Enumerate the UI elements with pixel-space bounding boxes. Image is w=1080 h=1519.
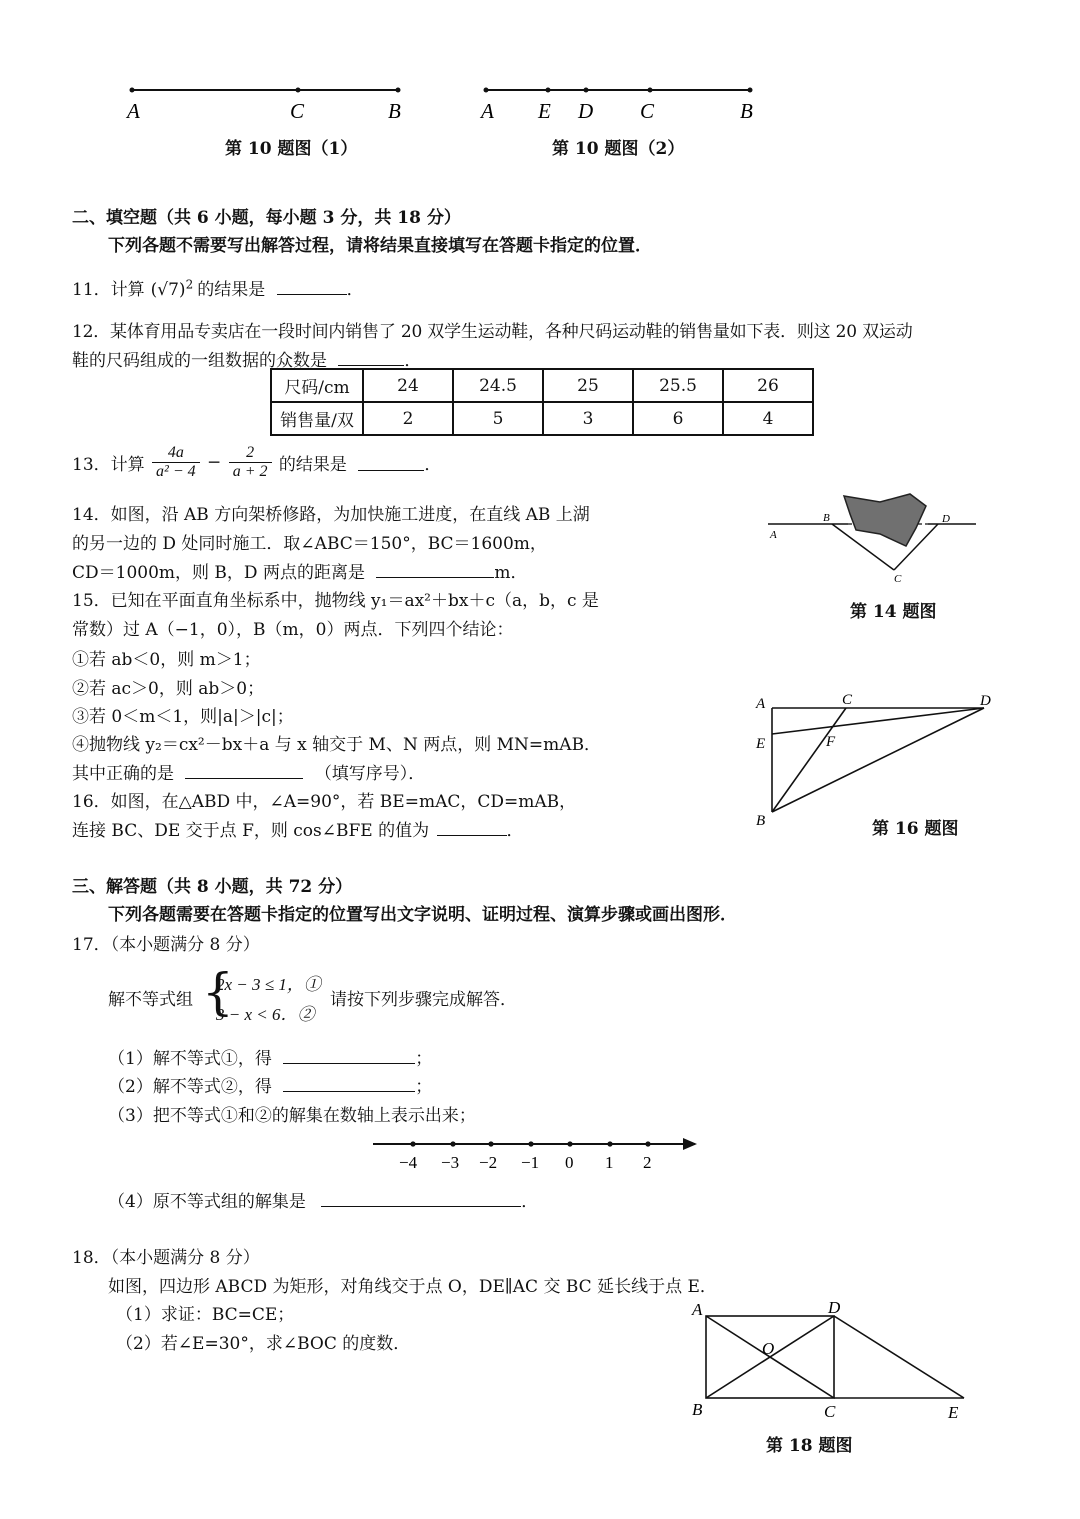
figure-16-caption: 第 16 题图 xyxy=(872,819,959,839)
lake-shape xyxy=(844,494,926,546)
q13-suffix: 的结果是 xyxy=(278,455,347,475)
table-cell: 2 xyxy=(363,402,453,435)
q17-tail: 请按下列步骤完成解答． xyxy=(330,990,517,1010)
q17-inequality-1: 2x − 3 ≤ 1，① xyxy=(216,975,321,994)
question-13 xyxy=(72,444,441,481)
table-row xyxy=(271,369,813,402)
q14-line3-text: CD＝1000m，则 B，D 两点的距离是 xyxy=(72,563,365,583)
q17-step1-text: （1）解不等式①，得 xyxy=(108,1049,272,1069)
q11-end: ． xyxy=(346,280,364,300)
q15-conclusion-4: ④抛物线 y₂＝cx²－bx＋a 与 x 轴交于 M、N 两点，则 MN=mAB． xyxy=(72,735,602,755)
point-label: D xyxy=(828,1298,841,1317)
figure-18 xyxy=(688,1296,978,1424)
q13-den2: a + 2 xyxy=(232,463,268,480)
q13-minus: − xyxy=(207,452,222,473)
figure-14-caption: 第 14 题图 xyxy=(850,602,937,622)
figure-10-2-caption: 第 10 题图（2） xyxy=(552,139,685,159)
q15-conclusion-2: ②若 ac＞0，则 ab＞0； xyxy=(72,679,265,699)
q17-step2 xyxy=(108,1072,432,1097)
q12-answer-blank[interactable] xyxy=(338,349,404,366)
figure-18-caption: 第 18 题图 xyxy=(766,1436,853,1456)
q13-fraction-2 xyxy=(229,444,272,481)
point-label: C xyxy=(640,99,655,123)
tick-label: −4 xyxy=(399,1153,418,1172)
q12-line1: 12．某体育用品专卖店在一段时间内销售了 20 双学生运动鞋，各种尺码运动鞋的销售量如下表．则这 20 双运动 xyxy=(72,322,913,342)
point-label: E xyxy=(756,736,766,752)
figure-16 xyxy=(748,688,998,828)
q17-step2-text: （2）解不等式②，得 xyxy=(108,1077,272,1097)
q14-line3 xyxy=(72,558,527,583)
point-label: B xyxy=(388,99,401,123)
q16-answer-blank[interactable] xyxy=(437,819,507,836)
point-label: D xyxy=(980,693,991,709)
table-cell: 5 xyxy=(453,402,543,435)
q16-line2-text: 连接 BC、DE 交于点 F，则 cos∠BFE 的值为 xyxy=(72,821,430,841)
point-label: A xyxy=(770,529,777,541)
section2-heading: 二、填空题（共 6 小题，每小题 3 分，共 18 分） xyxy=(72,208,461,228)
q18-title: 18．（本小题满分 8 分） xyxy=(72,1248,260,1268)
table-cell: 6 xyxy=(633,402,723,435)
q13-num2: 2 xyxy=(229,444,272,463)
point-label: C xyxy=(842,692,853,708)
q15-answer-blank[interactable] xyxy=(185,762,303,779)
q13-den1: a² − 4 xyxy=(156,463,196,480)
tick-label: 2 xyxy=(643,1153,652,1172)
q14-unit: m． xyxy=(494,563,528,583)
q16-line2 xyxy=(72,816,524,841)
q13-end: ． xyxy=(424,455,442,475)
point-label: E xyxy=(538,99,551,123)
table-cell: 24 xyxy=(363,369,453,402)
table-header-cell: 尺码/cm xyxy=(271,369,363,402)
number-line-arrow-icon xyxy=(683,1138,697,1150)
q17-inequality-2: 3 − x < 6．② xyxy=(216,1005,315,1024)
section3-instruction: 下列各题需要在答题卡指定的位置写出文字说明、证明过程、演算步骤或画出图形． xyxy=(108,905,737,925)
q12-line2-text: 鞋的尺码组成的一组数据的众数是 xyxy=(72,351,327,371)
tick-label: 1 xyxy=(605,1153,614,1172)
section2-instruction: 下列各题不需要写出解答过程，请将结果直接填写在答题卡指定的位置． xyxy=(108,236,652,256)
point-label: C xyxy=(290,99,305,123)
point-label: A xyxy=(692,1300,703,1319)
q13-num1: 4a xyxy=(152,444,200,463)
point-label: C xyxy=(894,573,902,585)
q15-conclusion-3: ③若 0＜m＜1，则|a|＞|c|； xyxy=(72,707,294,727)
q11-suffix: 的结果是 xyxy=(197,280,266,300)
table-cell: 25 xyxy=(543,369,633,402)
q13-answer-blank[interactable] xyxy=(358,454,424,471)
q13-prefix: 13．计算 xyxy=(72,455,145,475)
q17-title: 17．（本小题满分 8 分） xyxy=(72,935,260,955)
q12-end: ． xyxy=(404,351,422,371)
q13-fraction-1 xyxy=(152,444,200,481)
q17-step1 xyxy=(108,1044,432,1069)
q15-line2: 常数）过 A（−1，0），B（m，0）两点．下列四个结论： xyxy=(72,620,514,640)
number-line[interactable] xyxy=(365,1132,705,1176)
tick-label: −2 xyxy=(479,1153,498,1172)
table-cell: 24.5 xyxy=(453,369,543,402)
tick-label: −3 xyxy=(441,1153,460,1172)
point-label: A xyxy=(127,99,140,123)
q16-line1: 16．如图，在△ABD 中，∠A=90°，若 BE=mAC，CD=mAB， xyxy=(72,792,577,812)
point-label: D xyxy=(578,99,594,123)
q16-end: ． xyxy=(506,821,524,841)
q11-exp: 2 xyxy=(185,277,194,292)
q11-prefix: 11．计算 xyxy=(72,280,145,300)
q15-conclusion-1: ①若 ab＜0，则 m＞1； xyxy=(72,650,261,670)
figure-10-2 xyxy=(470,80,770,126)
q14-line2: 的另一边的 D 处同时施工．取∠ABC＝150°，BC＝1600m， xyxy=(72,534,547,554)
q17-step4-blank[interactable] xyxy=(321,1190,521,1207)
q17-step4 xyxy=(108,1187,538,1212)
figure-10-1 xyxy=(120,80,420,126)
point-label: A xyxy=(481,99,494,123)
figure-14 xyxy=(760,486,990,586)
point-label: E xyxy=(948,1403,959,1422)
q17-step2-blank[interactable] xyxy=(283,1075,415,1092)
q15-ask-text: 其中正确的是 xyxy=(72,764,174,784)
table-row xyxy=(271,402,813,435)
q15-line1: 15．已知在平面直角坐标系中，抛物线 y₁＝ax²＋bx＋c（a，b，c 是 xyxy=(72,591,599,611)
q15-ask-end: （填写序号）． xyxy=(314,764,426,784)
section3-heading: 三、解答题（共 8 小题，共 72 分） xyxy=(72,877,353,897)
q11-expr: (√7) xyxy=(150,280,186,300)
q17-step4-text: （4）原不等式组的解集是 xyxy=(108,1192,306,1212)
point-label: C xyxy=(824,1402,836,1421)
q14-answer-blank[interactable] xyxy=(376,561,494,578)
q18-part1: （1）求证：BC=CE； xyxy=(116,1305,295,1325)
q17-intro: 解不等式组 xyxy=(108,990,193,1010)
table-cell: 25.5 xyxy=(633,369,723,402)
point-label: B xyxy=(823,512,830,524)
figure-10-1-caption: 第 10 题图（1） xyxy=(225,139,358,159)
table-cell: 4 xyxy=(723,402,813,435)
q17-step1-semi: ； xyxy=(415,1049,433,1069)
brace-icon: { xyxy=(202,963,234,1021)
shoe-size-table xyxy=(270,368,814,436)
question-11 xyxy=(72,275,364,300)
point-label: D xyxy=(942,513,950,525)
tick-label: −1 xyxy=(521,1153,540,1172)
point-label: B xyxy=(740,99,753,123)
q17-step3: （3）把不等式①和②的解集在数轴上表示出来； xyxy=(108,1106,476,1126)
q18-part2: （2）若∠E=30°，求∠BOC 的度数． xyxy=(116,1334,411,1354)
point-label: B xyxy=(692,1400,703,1419)
q17-step1-blank[interactable] xyxy=(283,1047,415,1064)
tick-label: 0 xyxy=(565,1153,574,1172)
point-label: O xyxy=(762,1339,775,1358)
point-label: A xyxy=(756,696,766,712)
table-cell: 26 xyxy=(723,369,813,402)
table-cell: 3 xyxy=(543,402,633,435)
q15-ask xyxy=(72,759,425,784)
q14-line1: 14．如图，沿 AB 方向架桥修路，为加快施工进度，在直线 AB 上湖 xyxy=(72,505,590,525)
q11-answer-blank[interactable] xyxy=(277,278,347,295)
q18-line1: 如图，四边形 ABCD 为矩形，对角线交于点 O，DE∥AC 交 BC 延长线于点 E． xyxy=(108,1277,717,1297)
point-label: F xyxy=(826,734,836,750)
q17-step2-semi: ； xyxy=(415,1077,433,1097)
point-label: B xyxy=(756,813,766,828)
q17-step4-end: ． xyxy=(521,1192,539,1212)
table-header-cell: 销售量/双 xyxy=(271,402,363,435)
